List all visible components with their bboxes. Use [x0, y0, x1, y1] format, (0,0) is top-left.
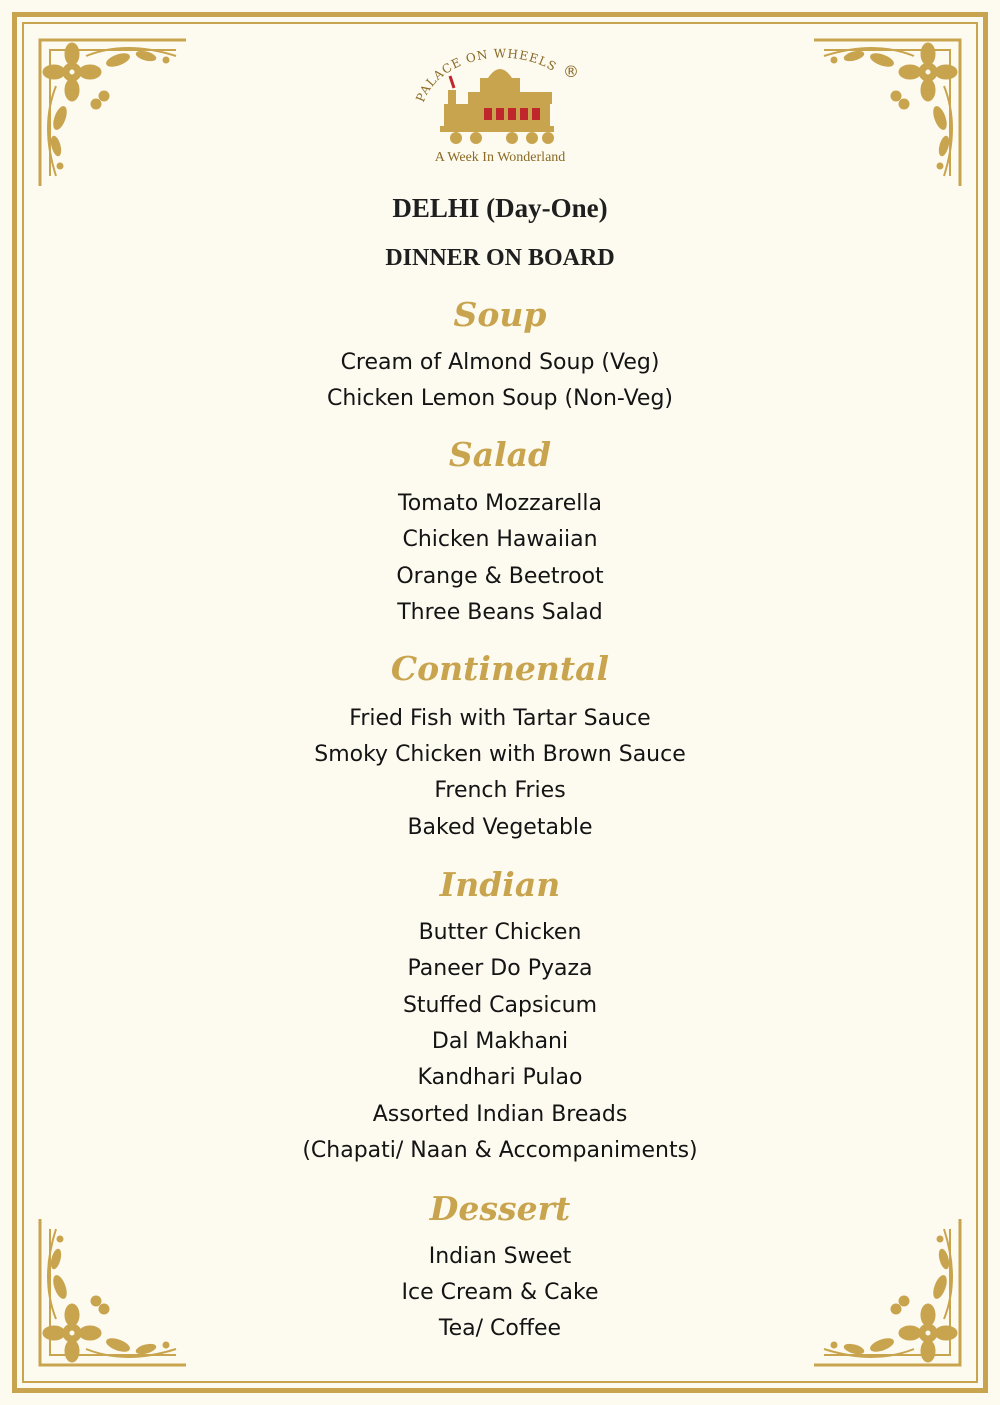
section-title-indian: Indian [439, 865, 561, 904]
menu-item: French Fries [434, 778, 566, 803]
menu-item: Stuffed Capsicum [402, 993, 598, 1018]
section-title-continental: Continental [390, 649, 610, 688]
menu-item: Chicken Lemon Soup (Non-Veg) [326, 386, 674, 411]
menu-item: Chicken Hawaiian [402, 527, 598, 552]
brand-name-text: PALACE ON WHEELS [413, 48, 560, 104]
menu-item: Smoky Chicken with Brown Sauce [314, 742, 686, 767]
page-subtitle: DINNER ON BOARD [385, 245, 615, 271]
menu-item: Indian Sweet [428, 1244, 572, 1269]
registered-mark: ® [563, 62, 579, 81]
inner-border [22, 22, 978, 1383]
menu-item: Dal Makhani [431, 1029, 569, 1054]
menu-item: Fried Fish with Tartar Sauce [349, 706, 651, 731]
menu-item: Cream of Almond Soup (Veg) [340, 350, 660, 375]
menu-item: (Chapati/ Naan & Accompaniments) [302, 1138, 698, 1163]
section-title-salad: Salad [448, 435, 552, 474]
tagline: A Week In Wonderland [434, 150, 566, 165]
menu-item: Paneer Do Pyaza [407, 956, 593, 981]
menu-item: Assorted Indian Breads [372, 1102, 628, 1127]
menu-item: Baked Vegetable [407, 815, 593, 840]
menu-item: Orange & Beetroot [396, 564, 604, 589]
menu-item: Kandhari Pulao [417, 1065, 583, 1090]
menu-item: Three Beans Salad [397, 600, 603, 625]
section-title-soup: Soup [453, 295, 547, 334]
menu-item: Ice Cream & Cake [401, 1280, 599, 1305]
menu-item: Tea/ Coffee [438, 1316, 562, 1341]
train-palace-icon [440, 69, 554, 144]
menu-item: Tomato Mozzarella [398, 491, 602, 516]
menu-item: Butter Chicken [418, 920, 582, 945]
section-title-dessert: Dessert [429, 1189, 571, 1228]
page-title: DELHI (Day-One) [392, 193, 608, 223]
